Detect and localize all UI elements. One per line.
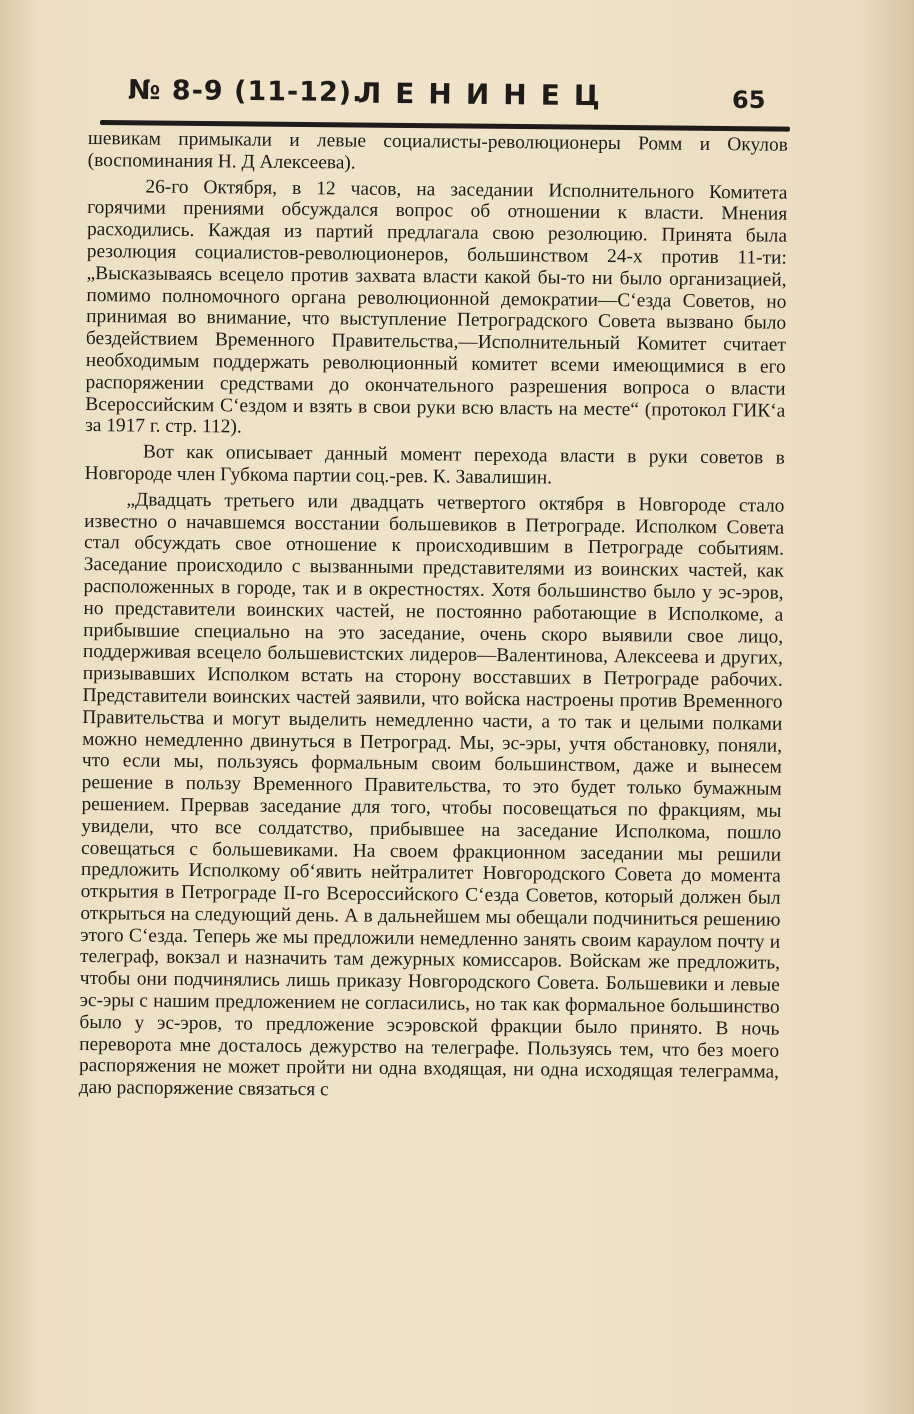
body-text [79, 128, 788, 1110]
paragraph-zavalishin-quote: „Двадцать третьего или двадцать четвертого октября в Новгороде стало известно о начавшемся восстании большевиков в Петрограде. Исполком Совета стал обсуждать свое отношение к происходившим в Петрограде событиям. Заседание происходило с вызванными представителями из воинских частей, как расположенных в городе, так и в окрестностях. Хотя большинство было у эс-эров, но представители воинских частей, не постоянно работающие в Исполкоме, а прибывшие специально на это заседание, очень скоро выявили свое лицо, поддерживая всецело большевистских лидеров—Валентинова, Алексеева и других, призывавших Исполком встать на сторону восставших в Петрограде рабочих. Представители воинских частей заявили, что войска настроены против Временного Правительства и могут выделить немедленно части, а то так и целыми полками можно немедленно двинуться в Петроград. Мы, эс-эры, учтя обстановку, поняли, что если мы, пользуясь формальным своим большинством, даже и вынесем решение в пользу Временного Правительства, то это будет только бумажным решением. Прервав заседание для того, чтобы посовещаться по фракциям, мы увидели, что все солдатство, прибывшее на заседание Исполкома, пошло совещаться с большевиками. На своем фракционном заседании мы решили предложить Исполкому об‘явить нейтралитет Новгородского Совета до момента открытия в Петрограде II-го Всероссийского С‘езда Советов, который должен был открыться на следующий день. А в дальнейшем мы обещали подчиниться решению этого С‘езда. Теперь же мы предложили немедленно занять своим караулом почту и телеграф, вокзал и назначить там дежурных комиссаров. Войскам же предложить, чтобы они подчинялись лишь приказу Новгородского Совета. Большевики и левые эс-эры с нашим предложением не согласились, но так как формальное большинство было у эс-эров, то предложение эсэровской фракции было принято. В ночь переворота мне досталось дежурство на телеграфе. Пользуясь тем, что без моего распоряжения не может пройти ни одна входящая, ни одна исходящая телеграмма, даю распоряжение связаться с [78, 489, 785, 1101]
paragraph-continuation: шевикам примыкали и левые социалисты-революционеры Ромм и Окулов (воспоминания Н. Д Алексеева). [87, 128, 788, 174]
issue-number: № 8-9 (11-12). [127, 74, 364, 109]
paragraph-zavalishin-intro: Вот как описывает данный момент перехода власти в руки советов в Новгороде член Губкома партии соц.-рев. К. Завалишин. [84, 441, 785, 489]
running-header [100, 72, 790, 124]
page-number: 65 [732, 86, 766, 114]
paragraph-october-26: 26-го Октября, в 12 часов, на заседании Исполнительного Комитета горячими прениями обсуждался вопрос об отношении к власти. Мнения расходились. Каждая из партий предлагала свою резолюцию. Принята была резолюция социалистов-революционеров, большинством 24-х против 11-ти: „Высказываясь всецело против захвата власти какой бы-то ни было организацией, помимо полномочного органа революционной демократии—С‘езда Советов, но принимая во внимание, что выступление Петроградского Совета вызвано было бездействием Временного Правительства,—Исполнительный Комитет считает необходимым поддержать революционный комитет всеми имеющимися в его распоряжении средствами до окончательного разрешения вопроса о власти Всероссийским С‘ездом и взять в свои руки всю власть на месте“ (протокол ГИК‘а за 1917 г. стр. 112). [85, 176, 788, 438]
journal-title: ЛЕНИНЕЦ [357, 76, 614, 113]
